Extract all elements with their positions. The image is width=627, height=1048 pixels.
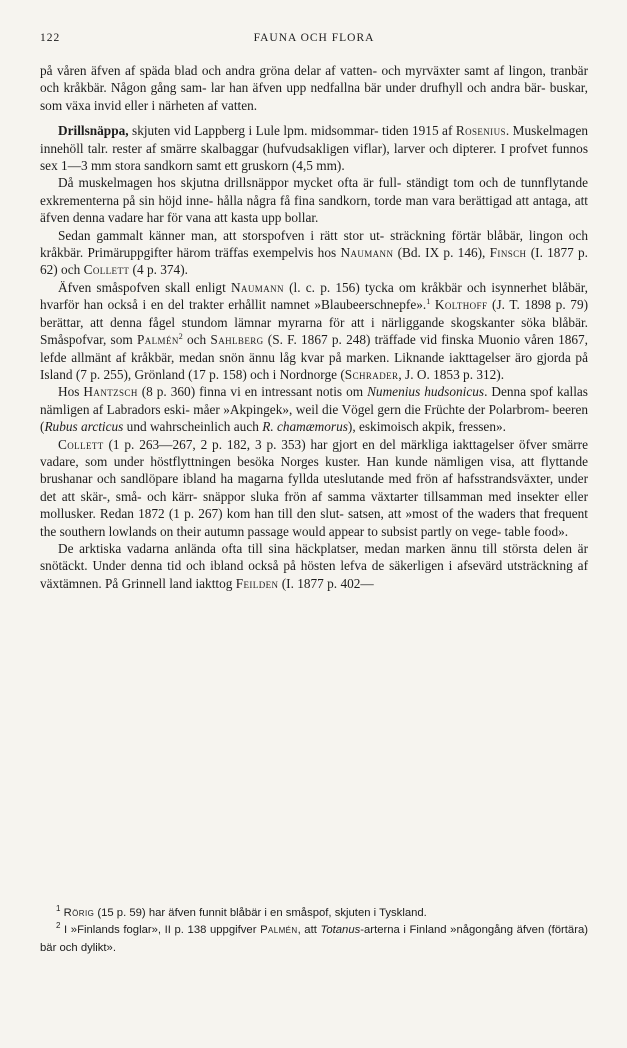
text-run: Naumann: [340, 245, 394, 261]
paragraph: [40, 227, 588, 279]
text-run: Palmén: [260, 924, 298, 937]
text-run: (Bd. IX p. 146),: [393, 245, 490, 261]
text-run: Då muskelmagen hos skjutna drillsnäppor mycket ofta är full- ständigt tom och de tunnflytande exkrementerna på sin höjd inne- hålla några få fina sandkorn, torde man vara berättigad att antaga, att äfven denna vadare har för vana att kasta upp bollar.: [40, 175, 588, 226]
text-run: (I. 1877 p. 62) och: [40, 245, 588, 278]
text-run: (4 p. 374).: [129, 262, 188, 278]
text-run: -arterna i Finland »någongång äfven (förtära) bär och dylikt».: [40, 924, 589, 954]
text-run: und wahrscheinlich auch: [123, 419, 263, 435]
text-run: Feilden: [235, 575, 279, 591]
text-run: Palmén: [136, 332, 179, 348]
text-run: Schrader: [344, 366, 399, 382]
text-run: I »Finlands foglar», II p. 138 uppgifver: [60, 924, 261, 937]
paragraph: [40, 122, 588, 174]
text-run: Totanus: [320, 924, 361, 937]
text-run: på våren äfven af späda blad och andra gröna delar af vatten- och myrväxter samt af lingon, tranbär och kråkbär. Någon gång sam- lar han äfven upp nedfallna bär under drufhyll och andra bär- buskar, som växa invid eller i närheten af vatten.: [40, 63, 588, 113]
text-run: skjuten vid Lappberg i Lule lpm. midsommar- tiden 1915 af: [128, 123, 456, 139]
paragraph: [40, 383, 588, 435]
text-run: (S. F. 1867 p. 248) träffade vid finska Muonio våren 1867, lefde allmänt af kråkbär, medan snön ännu låg kvar på marken. Liknande iakttagelser äro gjorda på Island (7 p. 255), Grönland (17 p. 158) och i Nordnorge (: [40, 332, 588, 382]
text-run: (15 p. 59) har äfven funnit blåbär i en småspof, skjuten i Tyskland.: [94, 907, 427, 919]
footnote-marker: 1: [426, 297, 431, 307]
footnote: [40, 922, 588, 957]
text-run: Collett: [58, 436, 104, 452]
text-run: (I. 1877 p. 402—: [278, 575, 374, 591]
body-text: [40, 62, 588, 592]
text-run: Collett: [83, 262, 130, 278]
text-run: Naumann: [230, 279, 284, 295]
text-run: Finsch: [489, 245, 527, 261]
footnotes: [40, 905, 588, 957]
running-header: [40, 32, 588, 48]
text-run: Rörig: [63, 907, 95, 919]
paragraph: [40, 540, 588, 592]
text-run: Numenius hudsonicus: [367, 384, 485, 400]
paragraph: [40, 436, 588, 540]
text-run: De arktiska vadarna anlända ofta till sina häckplatser, medan marken ännu till största delen är snötäckt. Under denna tid och ibland också på hösten lefva de säkerligen i afsevärd utsträckning af växtämnen. På Grinnell land iakttog: [40, 540, 588, 591]
text-run: . Muskelmagen innehöll talr. rester af smärre skalbaggar (hufvudsakligen viflar), larver och dipterer. I profvet funnos sex 1—3 mm stora sandkorn samt ett gruskorn (4,5 mm).: [40, 123, 588, 174]
text-run: Rubus arcticus: [44, 419, 124, 435]
text-run: (l. c. p. 156) tycka om kråkbär och isynnerhet blåbär, hvarför han också i en del trakter erhållit namnet »Blaubeerschnepfe».: [40, 279, 588, 313]
text-run: Sedan gammalt känner man, att storspofven i rätt stor ut- sträckning förtär blåbär, lingon och kråkbär. Primäruppgifter härom träffas exempelvis hos: [40, 227, 588, 261]
text-run: Hos: [58, 384, 84, 400]
footnote-marker: 2: [56, 921, 61, 931]
text-run: Rosenius: [455, 123, 506, 139]
text-run: , att: [297, 924, 321, 937]
footnote-marker: 1: [56, 904, 61, 913]
text-run: Drillsnäppa,: [58, 123, 129, 139]
text-run: Sahlberg: [210, 332, 264, 348]
text-run: (8 p. 360) finna vi en intressant notis om: [137, 384, 368, 400]
footnote: [40, 905, 588, 922]
text-run: (J. T. 1898 p. 79) berättar, att denna fågel stundom lämnar myrarna för att i närliggande skogskanter söka blåbär. Småspofvar, som: [40, 297, 589, 348]
text-run: (1 p. 263—267, 2 p. 182, 3 p. 353) har gjort en del märkliga iakttagelser öfver smärre vadare, som under höstflyttningen besöka Norges kuster. Han kunde nämligen visa, att flyttande brushanar och sandlöpare ibland ha magarna fyllda uteslutande med frön af hafsstrandsväxter, under det att skär-, små- och kärr- snäppor sluka frön af samma växtarter tillsamman med insekter eller mollusker. Redan 1872 (1 p. 267) kom han till den slut- satsen, att »most of the waders that frequent the southern lowlands on their autumn passage would appear to subsist partly on vege- table food».: [40, 436, 588, 539]
text-run: R. chamæmorus: [262, 419, 348, 435]
paragraph: [40, 279, 588, 383]
paragraph: [40, 174, 588, 226]
text-run: och: [182, 332, 211, 348]
page-number: 122: [40, 32, 61, 44]
text-run: ), eskimoisch akpik, fressen».: [347, 419, 506, 435]
footnote-marker: 2: [178, 332, 183, 342]
text-run: Kolthoff: [434, 297, 488, 313]
text-run: , J. O. 1853 p. 312).: [398, 366, 505, 382]
text-run: Äfven småspofven skall enligt: [58, 279, 231, 295]
text-run: . Denna spof kallas nämligen af Labradors eski- måer »Akpingek», weil die Vögel gern die Früchte der Polarbrom- beeren (: [40, 384, 588, 435]
paragraph: [40, 62, 588, 114]
text-run: Hantzsch: [83, 384, 138, 400]
running-title: FAUNA OCH FLORA: [253, 32, 375, 44]
